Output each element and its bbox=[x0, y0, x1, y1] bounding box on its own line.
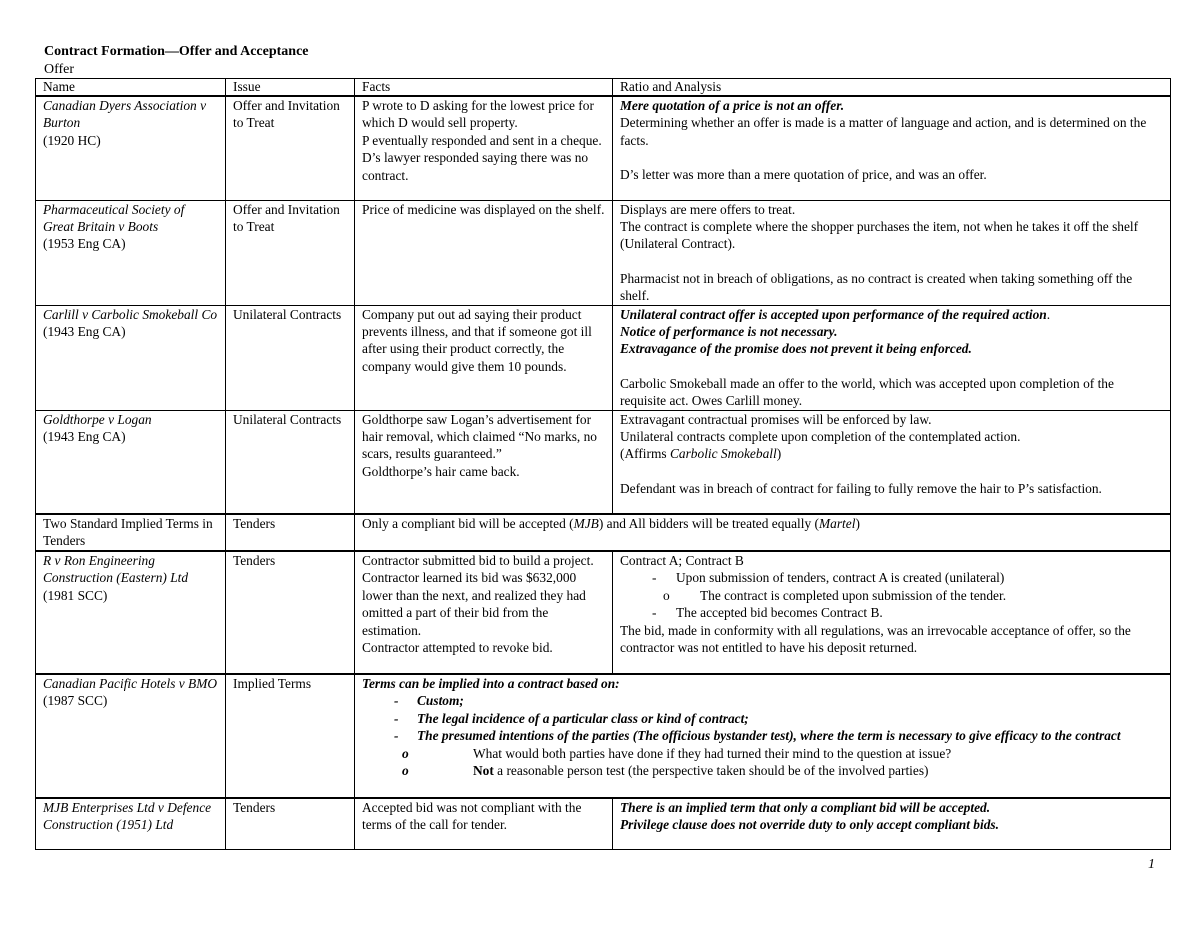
ratio-holding: Extravagance of the promise does not prevent it being enforced. bbox=[620, 341, 972, 357]
issue-cell: Tenders bbox=[226, 798, 355, 850]
ratio-holding: Notice of performance is not necessary. bbox=[620, 323, 838, 339]
section-heading: Offer bbox=[44, 62, 75, 77]
case-name: Goldthorpe v Logan bbox=[43, 411, 152, 427]
ratio-holding: There is an implied term that only a compliant bid will be accepted. bbox=[620, 799, 991, 815]
ratio-text: Unilateral contracts complete upon completion of the contemplated action. bbox=[620, 428, 1021, 444]
header-issue: Issue bbox=[226, 79, 355, 97]
table-row bbox=[36, 674, 1171, 798]
case-court: (1943 Eng CA) bbox=[43, 323, 126, 339]
analysis-text: D’s letter was more than a mere quotation of price, and was an offer. bbox=[620, 167, 987, 183]
ratio-cell bbox=[613, 305, 1171, 410]
table-row bbox=[36, 798, 1171, 850]
ratio-text: Contract A; Contract B bbox=[620, 552, 744, 568]
table-row bbox=[36, 410, 1171, 514]
table-row bbox=[36, 200, 1171, 305]
case-name: MJB Enterprises Ltd v Defence Construction (1951) Ltd bbox=[43, 799, 212, 833]
case-court: (1920 HC) bbox=[43, 132, 101, 148]
case-name-cell bbox=[36, 674, 226, 798]
merged-cell: Only a compliant bid will be accepted (MJB) and All bidders will be treated equally (Martel) bbox=[355, 514, 1171, 551]
ratio-text: Extravagant contractual promises will be enforced by law. bbox=[620, 411, 932, 427]
fact: Goldthorpe saw Logan’s advertisement for hair removal, which claimed “No marks, no scars, results guaranteed.” bbox=[362, 411, 598, 462]
terms-item: - The legal incidence of a particular class or kind of contract; bbox=[362, 710, 1163, 727]
terms-item: - The presumed intentions of the parties (The officious bystander test), where the term is necessary to give efficacy to the contract bbox=[362, 727, 1163, 744]
ratio-text: The contract is complete where the shopper purchases the item, not when he takes it off the shelf (Unilateral Contract). bbox=[620, 218, 1139, 252]
page-number: 1 bbox=[1148, 857, 1155, 872]
case-name: R v Ron Engineering Construction (Eastern) Ltd bbox=[43, 552, 189, 586]
issue-cell: Offer and Invitation to Treat bbox=[226, 96, 355, 200]
header-facts: Facts bbox=[355, 79, 613, 97]
table-header-row bbox=[36, 79, 1171, 97]
analysis-text: The bid, made in conformity with all regulations, was an irrevocable acceptance of offer, so the contractor was not entitled to have his deposit returned. bbox=[620, 622, 1131, 655]
case-court: (1953 Eng CA) bbox=[43, 236, 126, 252]
case-name: Pharmaceutical Society of Great Britain v Boots bbox=[43, 201, 185, 234]
header-name: Name bbox=[36, 79, 226, 97]
case-table bbox=[35, 78, 1171, 850]
header-ratio: Ratio and Analysis bbox=[613, 79, 1171, 97]
case-court: (1987 SCC) bbox=[43, 693, 108, 709]
facts-cell bbox=[355, 551, 613, 674]
case-name: Canadian Dyers Association v Burton bbox=[43, 98, 207, 131]
fact: P wrote to D asking for the lowest price for which D would sell property. bbox=[362, 98, 594, 131]
ratio-cell bbox=[613, 798, 1171, 850]
facts-cell bbox=[355, 200, 613, 305]
fact: Contractor attempted to revoke bid. bbox=[362, 639, 553, 655]
table-row bbox=[36, 514, 1171, 551]
fact: Goldthorpe’s hair came back. bbox=[362, 463, 520, 479]
analysis-text: Pharmacist not in breach of obligations, as no contract is created when taking something off the shelf. bbox=[620, 270, 1133, 304]
table-row bbox=[36, 305, 1171, 410]
fact: Company put out ad saying their product prevents illness, and that if someone got ill after using their product correctly, the company would give them 10 pounds. bbox=[362, 306, 592, 374]
fact: Price of medicine was displayed on the shelf. bbox=[362, 201, 605, 217]
issue-cell: Tenders bbox=[226, 551, 355, 674]
ratio-text: (Affirms Carbolic Smokeball) bbox=[620, 446, 782, 462]
facts-cell bbox=[355, 96, 613, 200]
case-court: (1943 Eng CA) bbox=[43, 428, 126, 444]
facts-cell bbox=[355, 410, 613, 514]
terms-item: - Custom; bbox=[362, 692, 1163, 709]
ratio-text: Displays are mere offers to treat. bbox=[620, 201, 796, 217]
issue-cell: Implied Terms bbox=[226, 674, 355, 798]
issue-cell: Unilateral Contracts bbox=[226, 305, 355, 410]
case-court: (1981 SCC) bbox=[43, 587, 108, 603]
issue-cell: Tenders bbox=[226, 514, 355, 551]
fact: P eventually responded and sent in a cheque. bbox=[362, 132, 602, 148]
case-name-cell: Two Standard Implied Terms in Tenders bbox=[36, 514, 226, 551]
ratio-holding: Mere quotation of a price is not an offer. bbox=[620, 98, 845, 113]
case-name: Canadian Pacific Hotels v BMO bbox=[43, 675, 218, 691]
case-name-cell bbox=[36, 798, 226, 850]
case-name-cell bbox=[36, 551, 226, 674]
page-title: Contract Formation—Offer and Acceptance bbox=[44, 44, 309, 59]
analysis-text: Defendant was in breach of contract for failing to fully remove the hair to P’s satisfaction. bbox=[620, 480, 1102, 496]
facts-cell bbox=[355, 305, 613, 410]
facts-cell bbox=[355, 798, 613, 850]
case-name: Carlill v Carbolic Smokeball Co bbox=[43, 306, 218, 322]
ratio-bullet: - Upon submission of tenders, contract A is created (unilateral) bbox=[620, 569, 1163, 586]
ratio-cell bbox=[613, 410, 1171, 514]
issue-cell: Offer and Invitation to Treat bbox=[226, 200, 355, 305]
table-row bbox=[36, 96, 1171, 200]
analysis-text: Carbolic Smokeball made an offer to the world, which was accepted upon completion of the requisite act. Owes Carlill money. bbox=[620, 375, 1114, 409]
ratio-holding: Unilateral contract offer is accepted upon performance of the required action. bbox=[620, 306, 1051, 322]
fact: Contractor submitted bid to build a project. bbox=[362, 552, 594, 568]
fact: D’s lawyer responded saying there was no contract. bbox=[362, 150, 589, 183]
case-name-cell bbox=[36, 96, 226, 200]
fact: Accepted bid was not compliant with the terms of the call for tender. bbox=[362, 799, 582, 833]
ratio-cell bbox=[613, 96, 1171, 200]
table-row bbox=[36, 551, 1171, 674]
fact: Contractor learned its bid was $632,000 lower than the next, and realized they had omitted a part of their bid from the estimation. bbox=[362, 570, 586, 638]
terms-heading: Terms can be implied into a contract based on: bbox=[362, 675, 620, 691]
ratio-holding: Privilege clause does not override duty to only accept compliant bids. bbox=[620, 817, 999, 833]
ratio-cell bbox=[613, 551, 1171, 674]
case-name-cell bbox=[36, 410, 226, 514]
terms-subitem: o Not a reasonable person test (the perspective taken should be of the involved parties) bbox=[362, 762, 1163, 779]
issue-cell: Unilateral Contracts bbox=[226, 410, 355, 514]
ratio-cell bbox=[613, 200, 1171, 305]
merged-cell bbox=[355, 674, 1171, 798]
case-name-cell bbox=[36, 305, 226, 410]
case-name-cell bbox=[36, 200, 226, 305]
ratio-bullet: - The accepted bid becomes Contract B. bbox=[620, 604, 1163, 621]
ratio-text: Determining whether an offer is made is a matter of language and action, and is determined on the facts. bbox=[620, 115, 1147, 148]
terms-subitem: o What would both parties have done if they had turned their mind to the question at issue? bbox=[362, 745, 1163, 762]
ratio-subbullet: o The contract is completed upon submission of the tender. bbox=[620, 587, 1163, 604]
